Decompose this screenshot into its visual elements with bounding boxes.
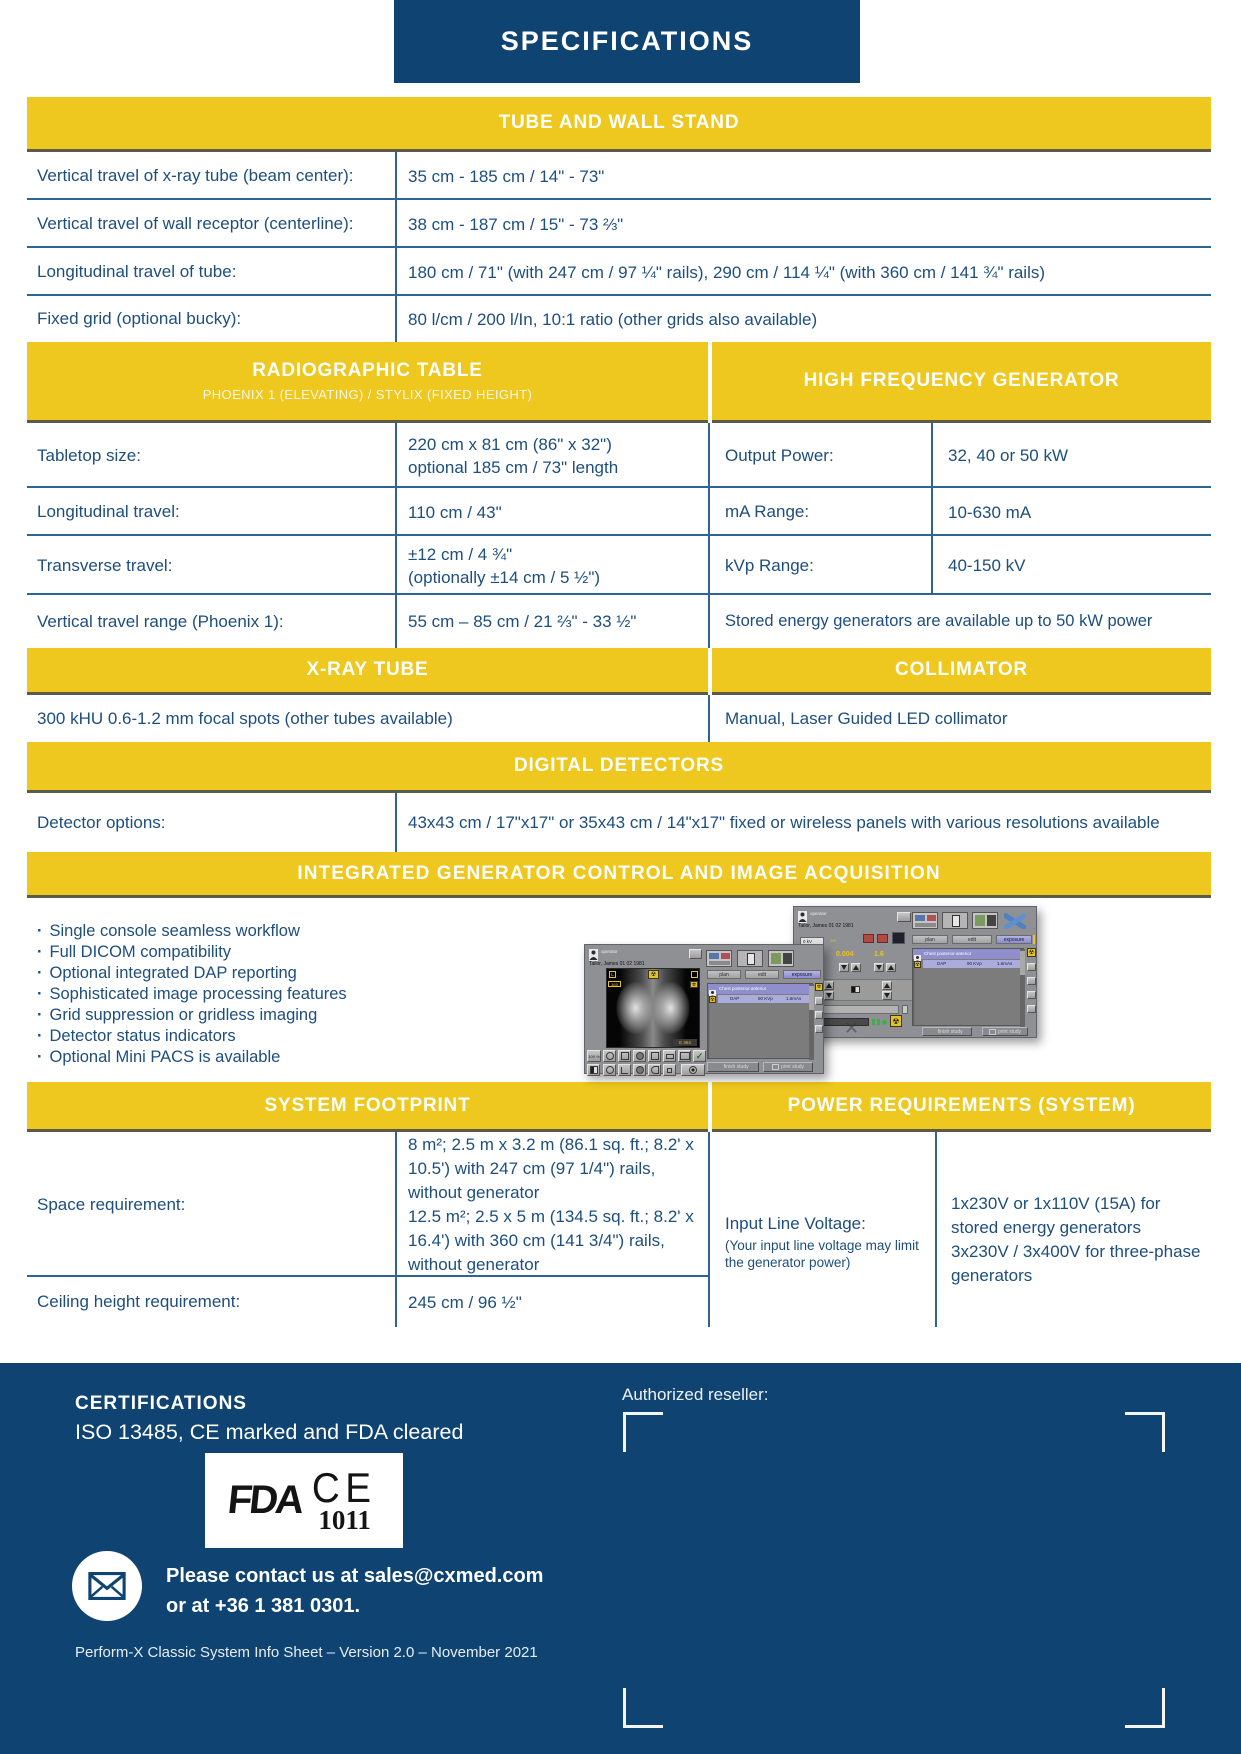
study-title: Chest posterior-anterior	[924, 951, 972, 956]
thumbnail-block	[975, 915, 985, 926]
bullet-item: · Single console seamless workflow	[37, 921, 517, 942]
table-row	[27, 1132, 708, 1277]
kv-display: 0 kV	[800, 937, 824, 946]
print-study-button[interactable]	[982, 1027, 1028, 1036]
collimator-text: Manual, Laser Guided LED collimator	[725, 708, 1008, 728]
table-row	[27, 248, 1211, 296]
section-header-power-requirements	[712, 1082, 1211, 1132]
positioner-thumbnail[interactable]	[942, 912, 968, 929]
bullet-item: · Optional integrated DAP reporting	[37, 963, 517, 984]
table-divider	[395, 793, 397, 852]
footer	[0, 1363, 1241, 1754]
bullet-item: · Sophisticated image processing features	[37, 984, 517, 1005]
tab-edit[interactable]: edit	[745, 970, 779, 979]
section-title: COLLIMATOR	[895, 659, 1028, 680]
bullet-item: · Detector status indicators	[37, 1026, 517, 1047]
section-header-xray-tube	[27, 648, 708, 695]
ce-number: 1011	[318, 1505, 371, 1535]
increase-button[interactable]	[886, 963, 896, 972]
row-value: 32, 40 or 50 kW	[948, 446, 1069, 465]
dap-label: DAP	[730, 996, 740, 1001]
finish-study-button[interactable]: ✓ finish study	[922, 1027, 972, 1036]
crop-button[interactable]	[648, 1050, 661, 1062]
row-label	[712, 1188, 936, 1271]
set-label: set	[830, 938, 837, 943]
version-line: Perform-X Classic System Info Sheet – Version 2.0 – November 2021	[75, 1644, 538, 1661]
section-title: RADIOGRAPHIC TABLE	[252, 360, 483, 381]
section-title: POWER REQUIREMENTS (SYSTEM)	[787, 1094, 1136, 1116]
page-title-banner	[394, 0, 860, 83]
table-row	[27, 200, 1211, 248]
print-study-button[interactable]	[763, 1062, 813, 1072]
acquisition-software-screenshot	[793, 906, 1037, 1038]
row-value: 35 cm - 185 cm / 14" - 73"	[408, 166, 605, 186]
study-list	[912, 948, 1024, 1026]
preview-eye-button[interactable]	[681, 1064, 705, 1076]
table-divider	[395, 152, 397, 342]
row-label: Output Power:	[725, 445, 834, 465]
button-label: finish study	[937, 1028, 963, 1035]
section-title: HIGH FREQUENCY GENERATOR	[803, 370, 1120, 391]
row-value-line: (optionally ±14 cm / 5 ½")	[408, 567, 601, 587]
contrast-icon	[851, 986, 860, 993]
kv-value: 90 KVp	[967, 961, 982, 966]
section-header-integrated-generator-control	[27, 852, 1211, 898]
table-divider	[708, 1132, 710, 1327]
row-value: 80 l/cm / 200 l/In, 10:1 ratio (other grids also available)	[408, 309, 818, 329]
button-label: print study	[997, 1028, 1022, 1035]
table-divider	[931, 423, 933, 595]
toolbar-button[interactable]	[689, 949, 702, 959]
scrollbar[interactable]	[809, 984, 814, 1060]
section-header-radiographic-table	[27, 342, 708, 423]
table-divider	[27, 486, 1211, 488]
row-value: 245 cm / 96 ½"	[408, 1292, 522, 1312]
thumbnail-block	[771, 953, 781, 964]
table-row	[27, 793, 1211, 852]
thumbnail-block	[987, 915, 996, 926]
row-value: 55 cm – 85 cm / 21 ⅔" - 33 ½"	[408, 612, 637, 631]
table-note-row	[712, 595, 1211, 648]
row-label: mA Range:	[725, 502, 810, 521]
row-value-line: ±12 cm / 4 ¾"	[408, 544, 513, 564]
table-row	[712, 536, 1211, 595]
radiation-icon	[709, 996, 716, 1003]
thumbnail-block	[709, 953, 719, 959]
envelope-icon	[72, 1551, 142, 1621]
operator-label: operator	[810, 911, 827, 916]
button-label: print study	[780, 1064, 805, 1070]
row-value	[396, 1133, 708, 1277]
row-value-line: 220 cm x 81 cm (86" x 32")	[408, 434, 612, 454]
bullet-item: · Optional Mini PACS is available	[37, 1047, 517, 1068]
table-divider	[27, 593, 1211, 595]
magnifier-button[interactable]	[603, 1064, 616, 1076]
close-icon	[844, 1019, 859, 1037]
warning-icon	[648, 970, 659, 979]
study-list-item[interactable]	[708, 984, 814, 994]
row-value-line: 8 m²; 2.5 m x 3.2 m (86.1 sq. ft.; 8.2' x 10.5') with 247 cm (97 1/4") rails, without generator	[408, 1134, 694, 1202]
chevron-down-button[interactable]	[815, 1011, 823, 1019]
status-led	[872, 1019, 875, 1025]
thumbnail-block	[915, 923, 936, 927]
reseller-box-corner	[623, 1688, 663, 1728]
radiation-button[interactable]	[815, 983, 823, 991]
room-thumbnail[interactable]	[972, 912, 998, 929]
table-row	[712, 423, 1211, 488]
mas-value: 1.6mAs	[997, 961, 1013, 966]
detector-select-button[interactable]	[892, 932, 905, 944]
room-thumbnail[interactable]	[768, 950, 794, 967]
reseller-box-corner	[1125, 1688, 1165, 1728]
row-label: Tabletop size:	[37, 445, 141, 465]
row-value-line: optional 185 cm / 73" length	[408, 457, 619, 477]
angle-measure-button[interactable]	[618, 1064, 631, 1076]
input-line-voltage-label: Input Line Voltage:	[725, 1214, 866, 1233]
decrease-button[interactable]	[874, 963, 884, 972]
chevron-down-button[interactable]	[1027, 1005, 1036, 1013]
undo-button[interactable]	[648, 1064, 661, 1076]
thumbnail-block	[747, 953, 755, 965]
increase-button[interactable]	[882, 981, 892, 990]
tab-plan[interactable]: plan	[707, 970, 741, 979]
tab-exposure[interactable]: exposure	[783, 970, 821, 979]
rotate-button[interactable]	[618, 1050, 631, 1062]
close-button[interactable]	[815, 997, 823, 1005]
chest-xray-image[interactable]	[606, 968, 700, 1048]
thumbnail-block	[927, 915, 936, 921]
table-row	[27, 488, 708, 536]
ce-logo: CE	[312, 1464, 377, 1511]
right-marker-tag	[691, 971, 698, 978]
study-title: Chest posterior-anterior	[719, 986, 767, 991]
decrease-button[interactable]	[839, 963, 849, 972]
scrollbar-thumb[interactable]	[1020, 951, 1025, 975]
section-title: SYSTEM FOOTPRINT	[264, 1094, 471, 1116]
table-divider	[708, 695, 710, 742]
section-subtitle: PHOENIX 1 (ELEVATING) / STYLIX (FIXED HEIGHT)	[202, 387, 533, 402]
mas-value: 1.6mAs	[786, 996, 802, 1001]
row-value: 40-150 kV	[948, 556, 1026, 575]
thumbnail-block	[783, 953, 792, 964]
reseller-box-corner	[1125, 1412, 1165, 1452]
brightness-button[interactable]	[633, 1050, 646, 1062]
finish-study-button[interactable]: ✓ finish study	[707, 1062, 759, 1072]
worklist-thumbnail[interactable]	[912, 912, 938, 929]
section-header-digital-detectors	[27, 742, 1211, 793]
table-row	[712, 488, 1211, 536]
row-label: Ceiling height requirement:	[37, 1292, 241, 1311]
table-divider	[27, 534, 1211, 536]
decrease-button[interactable]	[882, 991, 892, 1000]
field-icon	[902, 1005, 908, 1014]
status-led	[877, 1019, 880, 1025]
marker-number-tag: 365	[608, 981, 621, 987]
contact-line-2: or at +36 1 381 0301.	[166, 1595, 361, 1617]
kv-value: 90 KVp	[758, 996, 773, 1001]
row-label: Vertical travel of wall receptor (centerline):	[37, 214, 354, 233]
table-row	[27, 536, 708, 595]
radiation-button[interactable]	[1027, 948, 1036, 957]
thumbnail-block	[952, 915, 960, 927]
row-value	[396, 433, 708, 479]
positioner-thumbnail[interactable]	[737, 950, 763, 967]
chevron-down-button[interactable]	[815, 1025, 823, 1033]
section-title: DIGITAL DETECTORS	[514, 755, 724, 776]
input-line-voltage-note: (Your input line voltage may limit the generator power)	[725, 1238, 919, 1270]
table-row	[27, 152, 1211, 200]
zoom-100-button[interactable]: 100 %	[587, 1050, 601, 1062]
radiation-icon	[690, 981, 698, 988]
exposure-parameters-row[interactable]	[718, 995, 814, 1003]
invert-button[interactable]	[587, 1064, 600, 1076]
scrollbar-thumb[interactable]	[809, 986, 814, 1010]
row-label: Vertical travel range (Phoenix 1):	[37, 611, 284, 631]
brightness-button[interactable]	[633, 1064, 646, 1076]
xray-tube-text: 300 kHU 0.6-1.2 mm focal spots (other tubes available)	[37, 708, 453, 728]
row-label: Space requirement:	[37, 1194, 186, 1214]
row-label: Vertical travel of x-ray tube (beam center):	[37, 166, 354, 185]
section-header-high-frequency-generator	[712, 342, 1211, 423]
tube-icon[interactable]	[877, 934, 888, 943]
radiation-icon	[914, 961, 921, 968]
scrollbar[interactable]	[1020, 949, 1025, 1027]
section-header-tube-wall-stand	[27, 97, 1211, 152]
row-value-line: 12.5 m²; 2.5 x 5 m (134.5 sq. ft.; 8.2' x 16.4') with 360 cm (141 3/4") rails, without generator	[408, 1206, 694, 1274]
row-value-line: 1x230V or 1x110V (15A) for stored energy generators	[951, 1193, 1161, 1237]
row-label: kVp Range:	[725, 555, 814, 575]
table-row	[27, 296, 1211, 342]
row-value: 110 cm / 43"	[408, 502, 502, 522]
toolbar-button[interactable]	[897, 912, 911, 922]
section-header-system-footprint	[27, 1082, 708, 1132]
table-row	[27, 695, 708, 742]
worklist-thumbnail[interactable]	[706, 950, 732, 967]
reseller-box-corner	[623, 1412, 663, 1452]
row-value	[396, 543, 708, 589]
viewer-software-screenshot	[584, 944, 824, 1074]
decrease-button[interactable]	[824, 991, 834, 1000]
operator-label: operator	[601, 949, 618, 954]
contact-line-1[interactable]: Please contact us at sales@cxmed.com	[166, 1565, 544, 1587]
increase-button[interactable]	[824, 981, 834, 990]
magnifier-button[interactable]	[603, 1050, 616, 1062]
table-divider	[935, 1132, 937, 1327]
left-marker-tag: L	[609, 971, 616, 978]
generator-note: Stored energy generators are available up to 50 kW power	[725, 612, 1153, 630]
row-label: Longitudinal travel of tube:	[37, 262, 237, 281]
button-label: finish study	[723, 1064, 749, 1070]
table-divider	[395, 423, 397, 648]
tab-edit[interactable]: edit	[952, 935, 992, 944]
patient-name: Tailor, James 01 02 1981	[798, 923, 854, 929]
tab-plan[interactable]: plan	[912, 935, 948, 944]
chevron-down-button[interactable]	[1027, 991, 1036, 999]
fda-logo: FDA	[225, 1478, 304, 1522]
table-row	[27, 1277, 708, 1327]
tab-accent	[1033, 935, 1035, 944]
table-row	[27, 595, 708, 648]
table-row	[712, 695, 1211, 742]
certification-logos	[205, 1453, 403, 1548]
section-title: X-RAY TUBE	[306, 659, 429, 680]
exposure-index-tag: E 364	[673, 1039, 697, 1046]
window-curve-button[interactable]	[663, 1050, 676, 1062]
chevron-down-button[interactable]	[1027, 977, 1036, 985]
table-row	[27, 423, 708, 488]
exposure-parameters-row[interactable]	[923, 960, 1025, 968]
radiation-icon	[890, 1015, 902, 1027]
chevron-down-button[interactable]	[1027, 963, 1036, 971]
row-value: 10-630 mA	[948, 502, 1032, 522]
page-title: SPECIFICATIONS	[500, 26, 754, 56]
bullet-item: · Full DICOM compatibility	[37, 942, 517, 963]
certifications-title: CERTIFICATIONS	[75, 1393, 247, 1414]
thumbnail-block	[915, 915, 925, 921]
increase-button[interactable]	[851, 963, 861, 972]
row-value	[936, 1172, 1211, 1288]
dap-label: DAP	[937, 961, 947, 966]
section-header-collimator	[712, 648, 1211, 695]
accept-image-button[interactable]	[693, 1050, 706, 1062]
certifications-text: ISO 13485, CE marked and FDA cleared	[75, 1420, 464, 1444]
dap-meter: 0.004	[836, 951, 854, 958]
tube-icon[interactable]	[863, 934, 874, 943]
row-label: Longitudinal travel:	[37, 502, 180, 521]
collimation-button[interactable]	[678, 1050, 691, 1062]
tab-exposure[interactable]: exposure	[996, 935, 1032, 944]
ce-mark	[309, 1464, 379, 1535]
study-list	[707, 983, 813, 1059]
table-divider	[395, 1132, 397, 1327]
study-list-item[interactable]	[913, 949, 1025, 959]
ready-led	[882, 1020, 887, 1025]
row-label: Transverse travel:	[37, 555, 173, 575]
mas-meter: 1.6	[874, 951, 884, 958]
row-label: Fixed grid (optional bucky):	[37, 309, 242, 328]
section-title: TUBE AND WALL STAND	[498, 112, 740, 133]
feature-bullet-list	[37, 921, 517, 1068]
patient-name: Tailor, James 01 02 1981	[589, 961, 645, 967]
row-label: Detector options:	[37, 812, 166, 832]
brand-molecule-icon	[1004, 913, 1026, 934]
thumbnail-block	[721, 953, 730, 959]
marker-button[interactable]	[663, 1064, 676, 1076]
thumbnail-block	[709, 961, 730, 965]
row-value: 43x43 cm / 17"x17" or 35x43 cm / 14"x17" fixed or wireless panels with various resolutions available	[408, 813, 1160, 832]
bullet-item: · Grid suppression or gridless imaging	[37, 1005, 517, 1026]
row-value: 38 cm - 187 cm / 15" - 73 ⅔"	[408, 214, 624, 234]
row-value: 180 cm / 71" (with 247 cm / 97 ¼" rails), 290 cm / 114 ¼" (with 360 cm / 141 ¾" rails)	[408, 262, 1046, 282]
authorized-reseller-label: Authorized reseller:	[622, 1385, 769, 1404]
section-title: INTEGRATED GENERATOR CONTROL AND IMAGE ACQUISITION	[297, 862, 941, 884]
table-divider	[708, 423, 710, 648]
table-row	[712, 1132, 1211, 1327]
row-value-line: 3x230V / 3x400V for three-phase generators	[951, 1241, 1201, 1285]
